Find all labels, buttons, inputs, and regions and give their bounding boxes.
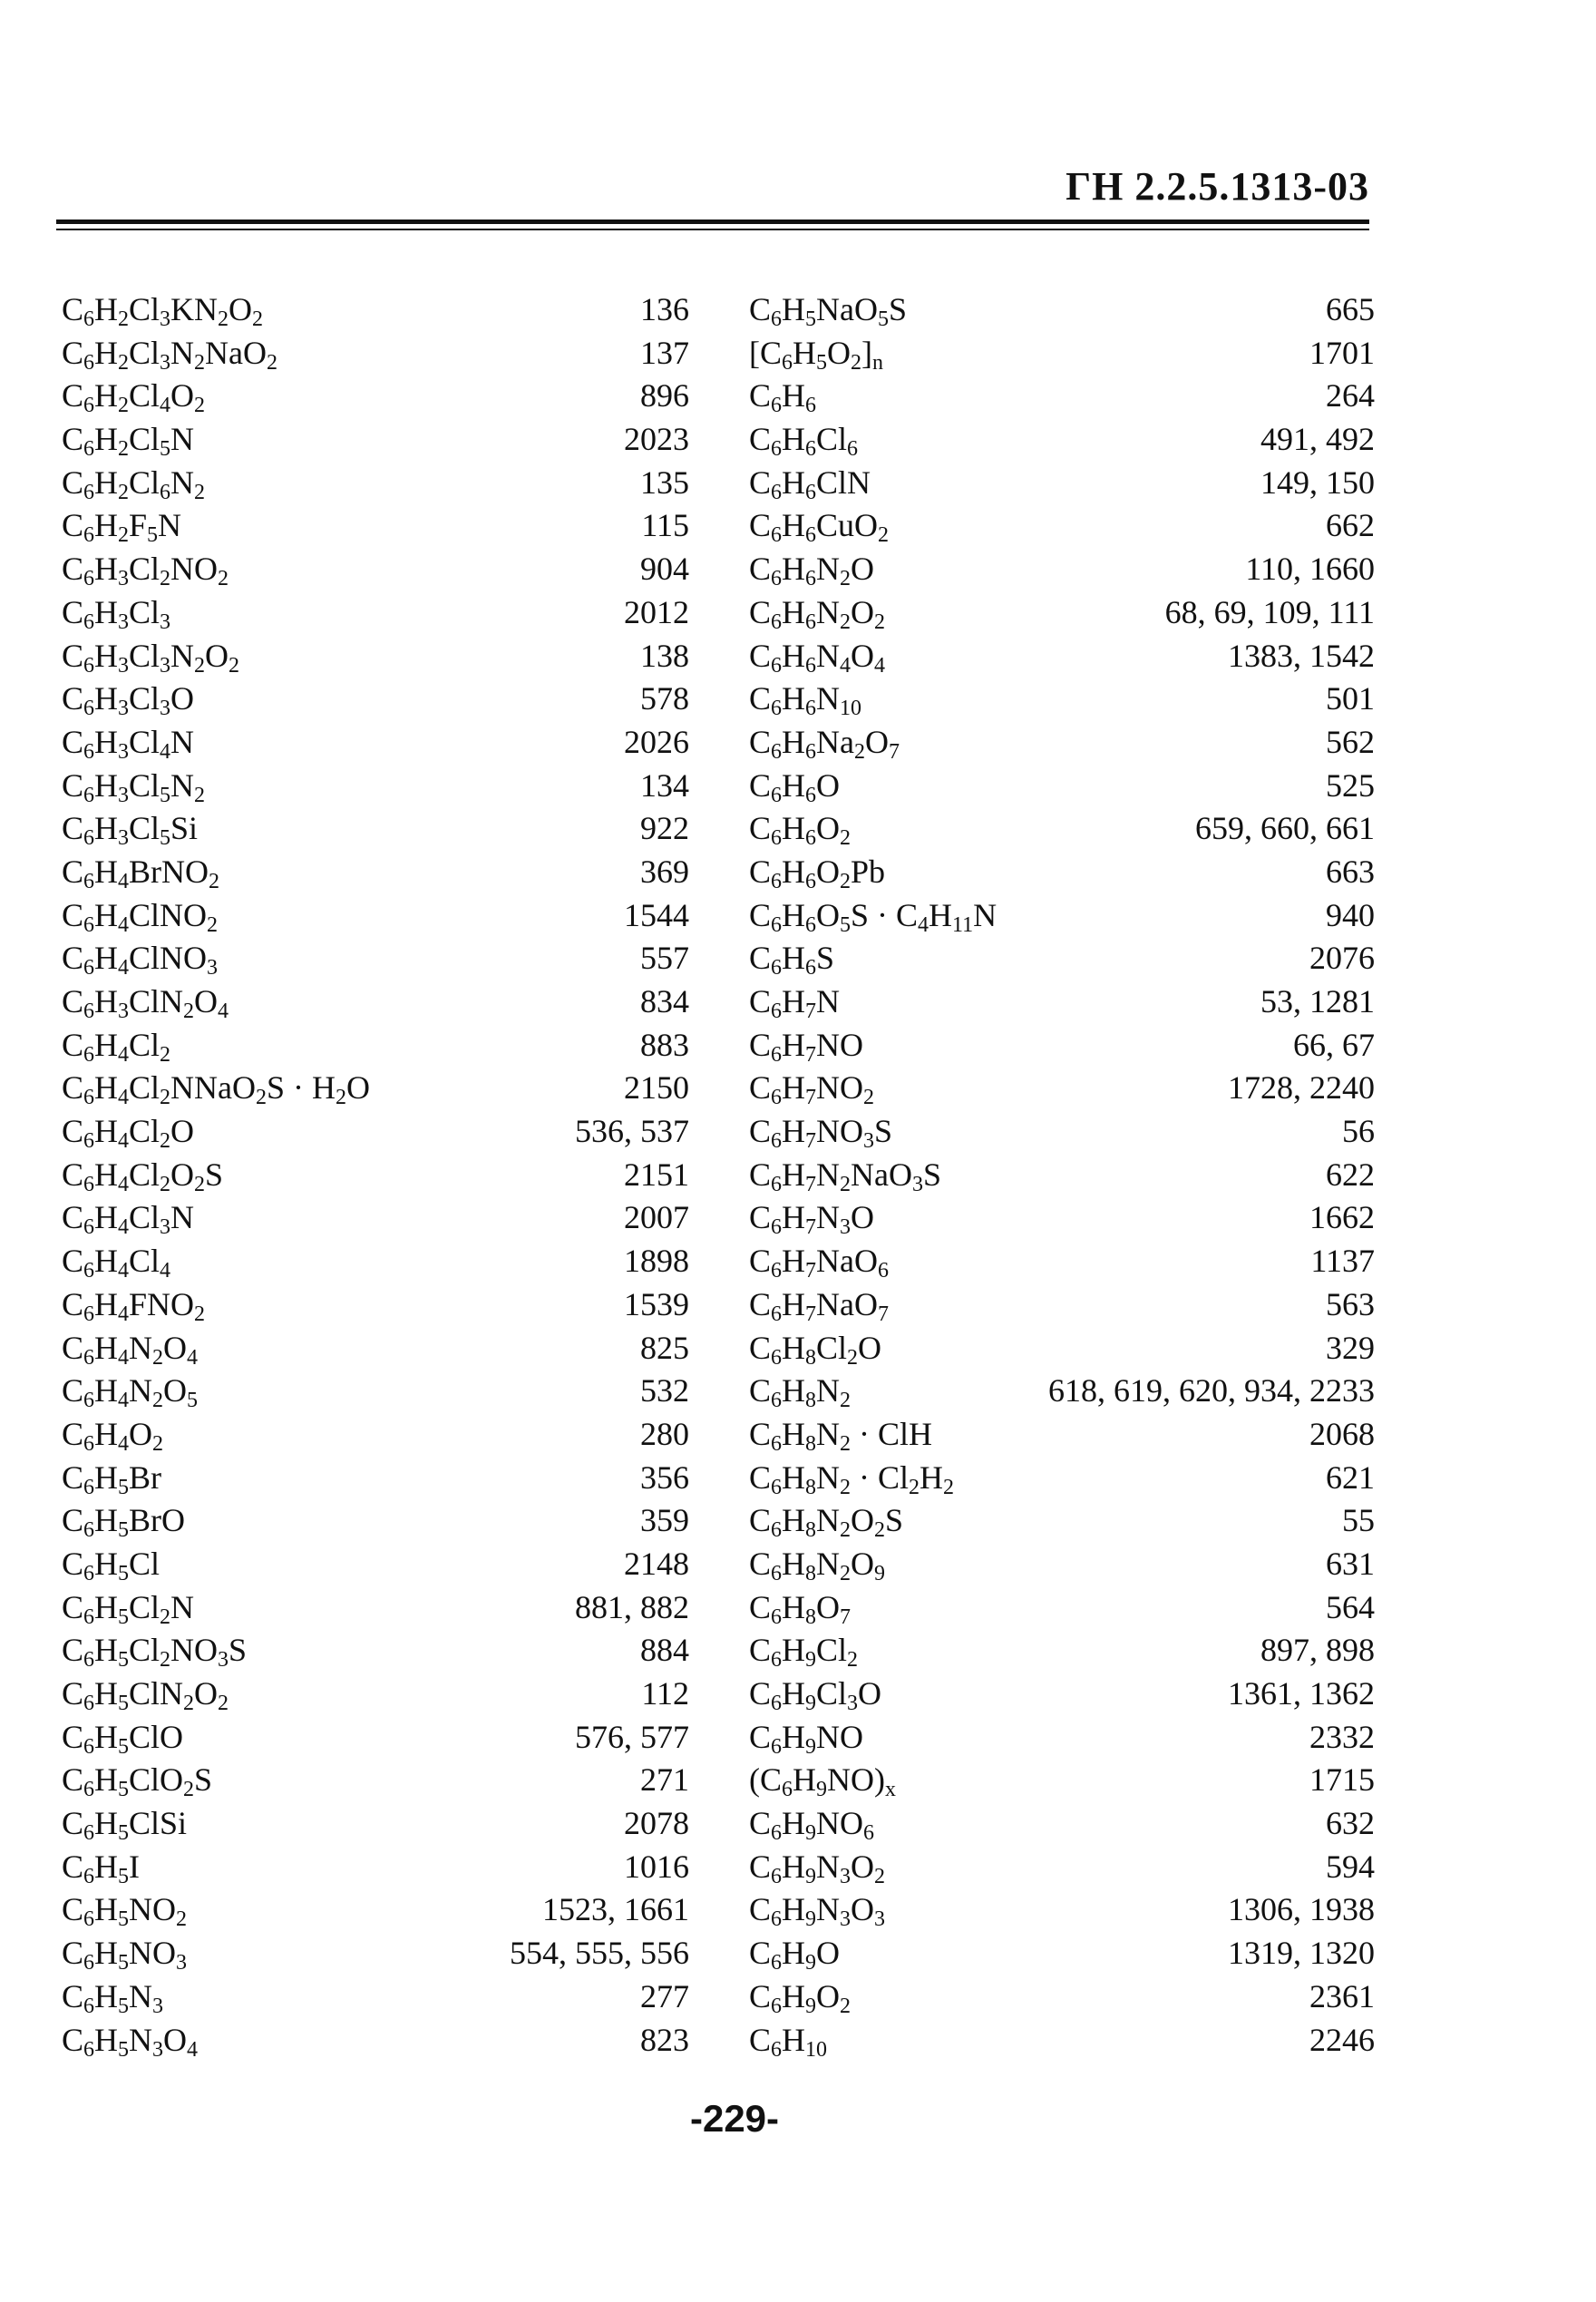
formula: $C_6H_8Cl_2O$ — [749, 1329, 882, 1370]
formula: $C_6H_5ClO$ — [62, 1718, 184, 1759]
reference-numbers: 138 — [640, 637, 689, 674]
index-entry — [62, 1888, 689, 1932]
index-entry — [749, 1457, 1375, 1500]
index-entry — [749, 1759, 1375, 1802]
formula: $C_6H_7NO_3S$ — [749, 1113, 893, 1154]
formula: $C_6H_3Cl_2NO_2$ — [62, 551, 229, 591]
index-entry — [62, 1673, 689, 1716]
index-entry — [749, 1975, 1375, 2019]
reference-numbers: 922 — [640, 810, 689, 847]
index-entry — [749, 1283, 1375, 1327]
reference-numbers: 2078 — [624, 1805, 689, 1842]
formula: $C_6H_6Cl_6$ — [749, 421, 859, 462]
index-entry — [749, 807, 1375, 851]
index-entry — [62, 1846, 689, 1889]
reference-numbers: 55 — [1342, 1502, 1375, 1539]
index-entry — [62, 807, 689, 851]
formula: $C_6H_4Cl_3N$ — [62, 1199, 195, 1240]
formula: $C_6H_8O_7$ — [749, 1588, 852, 1629]
formula: $C_6H_4ClNO_3$ — [62, 940, 219, 980]
formula: $C_6H_7N_3O$ — [749, 1199, 875, 1240]
formula: $C_6H_6S$ — [749, 940, 835, 980]
page-number: -229- — [689, 2097, 780, 2140]
reference-numbers: 881, 882 — [575, 1588, 689, 1625]
index-entry — [749, 980, 1375, 1024]
reference-numbers: 264 — [1326, 377, 1375, 415]
reference-numbers: 1361, 1362 — [1228, 1675, 1375, 1712]
formula: $(C_6H_9NO)_x$ — [749, 1761, 896, 1802]
reference-numbers: 659, 660, 661 — [1195, 810, 1375, 847]
index-entry — [749, 418, 1375, 462]
reference-numbers: 663 — [1326, 853, 1375, 890]
index-entry — [62, 1457, 689, 1500]
formula: $C_6H_9O$ — [749, 1935, 841, 1975]
index-entry — [62, 288, 689, 332]
index-entry — [749, 1716, 1375, 1760]
index-entry — [749, 1932, 1375, 1975]
formula: $C_6H_4Cl_4$ — [62, 1243, 171, 1283]
index-entry — [62, 1629, 689, 1673]
reference-numbers: 2076 — [1309, 940, 1375, 977]
reference-numbers: 618, 619, 620, 934, 2233 — [1048, 1372, 1375, 1409]
formula: $C_6H_{10}$ — [749, 2021, 828, 2062]
index-entry — [62, 1370, 689, 1413]
reference-numbers: 1544 — [624, 896, 689, 933]
formula: $C_6H_5N_3O_4$ — [62, 2021, 199, 2062]
index-entry — [749, 1240, 1375, 1283]
index-entry — [749, 1327, 1375, 1370]
index-entry — [62, 851, 689, 894]
index-entry — [62, 418, 689, 462]
reference-numbers: 896 — [640, 377, 689, 415]
reference-numbers: 884 — [640, 1632, 689, 1669]
formula: $C_6H_9N_3O_3$ — [749, 1891, 886, 1932]
index-entry — [62, 1110, 689, 1154]
reference-numbers: 110, 1660 — [1245, 551, 1375, 588]
formula: $C_6H_6O_2$ — [749, 810, 852, 851]
formula: $C_6H_3Cl_3$ — [62, 593, 171, 634]
index-entry — [62, 2019, 689, 2063]
reference-numbers: 359 — [640, 1502, 689, 1539]
index-entry — [749, 1413, 1375, 1457]
reference-numbers: 563 — [1326, 1285, 1375, 1322]
reference-numbers: 1523, 1661 — [542, 1891, 689, 1928]
reference-numbers: 2246 — [1309, 2021, 1375, 2058]
reference-numbers: 134 — [640, 766, 689, 804]
formula: $C_6H_2Cl_6N_2$ — [62, 463, 206, 504]
index-entry — [62, 1975, 689, 2019]
reference-numbers: 2026 — [624, 723, 689, 760]
reference-numbers: 823 — [640, 2021, 689, 2058]
reference-numbers: 1715 — [1309, 1761, 1375, 1799]
formula: $C_6H_3Cl_4N$ — [62, 723, 195, 764]
formula: $C_6H_9O_2$ — [749, 1977, 852, 2018]
formula: $C_6H_2Cl_4O_2$ — [62, 377, 206, 418]
index-entry — [62, 375, 689, 418]
formula: $C_6H_5NO_3$ — [62, 1935, 188, 1975]
reference-numbers: 557 — [640, 940, 689, 977]
index-entry — [62, 1716, 689, 1760]
index-entry — [62, 1932, 689, 1975]
formula: $C_6H_4O_2$ — [62, 1415, 164, 1456]
formula: $C_6H_2Cl_3KN_2O_2$ — [62, 291, 264, 331]
formula: $C_6H_6N_2O_2$ — [749, 593, 886, 634]
index-entry — [62, 548, 689, 591]
formula: $C_6H_4N_2O_4$ — [62, 1329, 199, 1370]
reference-numbers: 280 — [640, 1415, 689, 1452]
formula: $C_6H_9Cl_3O$ — [749, 1675, 882, 1715]
formula: $C_6H_5Cl_2NO_3S$ — [62, 1632, 248, 1673]
formula: $C_6H_5ClO_2S$ — [62, 1761, 213, 1802]
index-entry — [62, 635, 689, 678]
formula: $C_6H_5Br$ — [62, 1458, 162, 1499]
formula: $C_6H_4Cl_2O_2S$ — [62, 1156, 224, 1196]
formula: $C_6H_8N_2O_9$ — [749, 1545, 886, 1585]
index-entry — [62, 765, 689, 808]
reference-numbers: 356 — [640, 1458, 689, 1496]
formula: $C_6H_6O_2Pb$ — [749, 853, 886, 893]
index-entry — [62, 980, 689, 1024]
index-entry — [749, 591, 1375, 635]
reference-numbers: 621 — [1326, 1458, 1375, 1496]
reference-numbers: 1383, 1542 — [1228, 637, 1375, 674]
reference-numbers: 2012 — [624, 593, 689, 630]
index-column-left — [62, 288, 689, 2062]
reference-numbers: 1137 — [1310, 1243, 1375, 1280]
reference-numbers: 536, 537 — [575, 1113, 689, 1150]
reference-numbers: 562 — [1326, 723, 1375, 760]
formula: $C_6H_4N_2O_5$ — [62, 1372, 199, 1413]
formula: $C_6H_8N_2$ — [749, 1372, 852, 1413]
index-entry — [749, 678, 1375, 721]
index-entry — [749, 1846, 1375, 1889]
formula: $C_6H_7NO_2$ — [749, 1069, 875, 1110]
formula: $C_6H_7NaO_7$ — [749, 1285, 889, 1326]
reference-numbers: 578 — [640, 680, 689, 717]
reference-numbers: 622 — [1326, 1156, 1375, 1193]
formula: $C_6H_7N$ — [749, 983, 841, 1023]
reference-numbers: 53, 1281 — [1260, 983, 1375, 1019]
formula: $C_6H_6N_{10}$ — [749, 680, 862, 721]
reference-numbers: 564 — [1326, 1588, 1375, 1625]
reference-numbers: 1306, 1938 — [1228, 1891, 1375, 1928]
reference-numbers: 632 — [1326, 1805, 1375, 1842]
formula: $C_6H_6N_4O_4$ — [749, 637, 886, 678]
index-entry — [749, 1196, 1375, 1240]
reference-numbers: 883 — [640, 1026, 689, 1063]
header-rule-thin — [56, 229, 1369, 230]
index-entry — [749, 1629, 1375, 1673]
reference-numbers: 1662 — [1309, 1199, 1375, 1236]
formula: $C_6H_5Cl$ — [62, 1545, 161, 1585]
reference-numbers: 940 — [1326, 896, 1375, 933]
index-entry — [749, 1586, 1375, 1630]
index-entry — [62, 1154, 689, 1197]
index-entry — [62, 1543, 689, 1586]
index-entry — [749, 851, 1375, 894]
formula: $C_6H_8N_2O_2S$ — [749, 1502, 904, 1543]
reference-numbers: 897, 898 — [1260, 1632, 1375, 1669]
index-column-right — [749, 288, 1375, 2062]
index-entry — [749, 462, 1375, 505]
formula: $C_6H_2F_5N$ — [62, 507, 182, 548]
formula: $C_6H_8N_2 \cdot Cl_2H_2$ — [749, 1458, 955, 1499]
formula: $C_6H_5BrO$ — [62, 1502, 186, 1543]
index-entry — [749, 765, 1375, 808]
index-entry — [62, 591, 689, 635]
reference-numbers: 2068 — [1309, 1415, 1375, 1452]
reference-numbers: 2361 — [1309, 1977, 1375, 2014]
reference-numbers: 825 — [640, 1329, 689, 1366]
formula: $C_6H_6O$ — [749, 766, 841, 807]
index-entry — [749, 1370, 1375, 1413]
index-entry — [749, 721, 1375, 765]
formula: $C_6H_4Cl_2$ — [62, 1026, 171, 1067]
index-entry — [62, 1499, 689, 1543]
index-entry — [749, 548, 1375, 591]
formula: $C_6H_4ClNO_2$ — [62, 896, 219, 937]
reference-numbers: 135 — [640, 463, 689, 501]
formula: $C_6H_6CuO_2$ — [749, 507, 890, 548]
index-entry — [749, 937, 1375, 980]
reference-numbers: 136 — [640, 291, 689, 327]
index-entry — [749, 635, 1375, 678]
index-entry — [62, 1802, 689, 1846]
index-entry — [62, 1413, 689, 1457]
index-entry — [62, 1283, 689, 1327]
index-entry — [749, 1024, 1375, 1068]
reference-numbers: 662 — [1326, 507, 1375, 544]
formula: $C_6H_4BrNO_2$ — [62, 853, 220, 893]
formula: $C_6H_5ClN_2O_2$ — [62, 1675, 229, 1715]
index-entry — [62, 332, 689, 376]
reference-numbers: 369 — [640, 853, 689, 890]
formula: $C_6H_4FNO_2$ — [62, 1285, 206, 1326]
formula: $C_6H_5NaO_5S$ — [749, 291, 908, 331]
reference-numbers: 56 — [1342, 1113, 1375, 1150]
formula: $C_6H_5NO_2$ — [62, 1891, 188, 1932]
index-entry — [62, 504, 689, 548]
formula: $C_6H_2Cl_5N$ — [62, 421, 195, 462]
reference-numbers: 532 — [640, 1372, 689, 1409]
reference-numbers: 66, 67 — [1293, 1026, 1375, 1063]
formula: $C_6H_3Cl_5Si$ — [62, 810, 199, 851]
index-entry — [749, 1543, 1375, 1586]
header-rule-thick — [56, 219, 1369, 224]
reference-numbers: 665 — [1326, 291, 1375, 327]
index-entry — [62, 894, 689, 938]
formula: $C_6H_6N_2O$ — [749, 551, 875, 591]
reference-numbers: 2151 — [624, 1156, 689, 1193]
reference-numbers: 576, 577 — [575, 1718, 689, 1755]
reference-numbers: 329 — [1326, 1329, 1375, 1366]
reference-numbers: 68, 69, 109, 111 — [1164, 593, 1375, 630]
reference-numbers: 1898 — [624, 1243, 689, 1280]
index-entry — [749, 504, 1375, 548]
index-entry — [749, 2019, 1375, 2063]
reference-numbers: 525 — [1326, 766, 1375, 804]
reference-numbers: 1539 — [624, 1285, 689, 1322]
reference-numbers: 2150 — [624, 1069, 689, 1107]
formula: $C_6H_4Cl_2O$ — [62, 1113, 195, 1154]
reference-numbers: 2007 — [624, 1199, 689, 1236]
reference-numbers: 904 — [640, 551, 689, 588]
reference-numbers: 277 — [640, 1977, 689, 2014]
document-code: ГН 2.2.5.1313-03 — [1066, 164, 1369, 209]
reference-numbers: 1016 — [624, 1848, 689, 1885]
formula: $C_6H_5I$ — [62, 1848, 141, 1888]
index-entry — [62, 1067, 689, 1110]
index-entry — [749, 288, 1375, 332]
formula: $[C_6H_5O_2]_n$ — [749, 334, 883, 375]
index-entry — [749, 1888, 1375, 1932]
index-entry — [62, 1586, 689, 1630]
index-entry — [749, 1499, 1375, 1543]
index-entry — [749, 1154, 1375, 1197]
reference-numbers: 2023 — [624, 421, 689, 458]
formula: $C_6H_5ClSi$ — [62, 1805, 188, 1846]
index-entry — [749, 1067, 1375, 1110]
formula: $C_6H_5Cl_2N$ — [62, 1588, 195, 1629]
reference-numbers: 594 — [1326, 1848, 1375, 1885]
reference-numbers: 554, 555, 556 — [510, 1935, 689, 1972]
index-entry — [62, 1759, 689, 1802]
index-entry — [749, 1673, 1375, 1716]
formula: $C_6H_6O_5S \cdot C_4H_{11}N$ — [749, 896, 998, 937]
index-entry — [62, 678, 689, 721]
index-entry — [749, 1110, 1375, 1154]
reference-numbers: 149, 150 — [1260, 463, 1375, 501]
reference-numbers: 112 — [641, 1675, 689, 1712]
formula: $C_6H_9NO$ — [749, 1718, 864, 1759]
formula: $C_6H_7N_2NaO_3S$ — [749, 1156, 942, 1196]
formula: $C_6H_2Cl_3N_2NaO_2$ — [62, 334, 278, 375]
formula: $C_6H_5N_3$ — [62, 1977, 164, 2018]
formula: $C_6H_3Cl_5N_2$ — [62, 766, 206, 807]
index-entry — [749, 894, 1375, 938]
formula: $C_6H_6ClN$ — [749, 463, 871, 504]
formula: $C_6H_9NO_6$ — [749, 1805, 875, 1846]
reference-numbers: 2332 — [1309, 1718, 1375, 1755]
index-entry — [62, 1024, 689, 1068]
index-entry — [62, 1240, 689, 1283]
reference-numbers: 1701 — [1309, 334, 1375, 371]
reference-numbers: 2148 — [624, 1545, 689, 1582]
formula: $C_6H_8N_2$ · ClH — [749, 1415, 933, 1456]
reference-numbers: 834 — [640, 983, 689, 1019]
formula: $C_6H_9N_3O_2$ — [749, 1848, 886, 1888]
reference-numbers: 271 — [640, 1761, 689, 1799]
formula: $C_6H_6$ — [749, 377, 817, 418]
formula: $C_6H_3ClN_2O_4$ — [62, 983, 229, 1023]
index-entry — [62, 1196, 689, 1240]
reference-numbers: 501 — [1326, 680, 1375, 717]
reference-numbers: 1319, 1320 — [1228, 1935, 1375, 1972]
index-entry — [62, 462, 689, 505]
reference-numbers: 137 — [640, 334, 689, 371]
formula: $C_6H_9Cl_2$ — [749, 1632, 859, 1673]
formula: $C_6H_3Cl_3O$ — [62, 680, 195, 721]
reference-numbers: 115 — [641, 507, 689, 544]
formula: $C_6H_7NaO_6$ — [749, 1243, 889, 1283]
formula: $C_6H_4Cl_2NNaO_2S \cdot H_2O$ — [62, 1069, 371, 1110]
index-entry — [62, 721, 689, 765]
index-entry — [749, 375, 1375, 418]
formula: $C_6H_7NO$ — [749, 1026, 864, 1067]
reference-numbers: 1728, 2240 — [1228, 1069, 1375, 1107]
index-entry — [749, 332, 1375, 376]
formula: $C_6H_3Cl_3N_2O_2$ — [62, 637, 240, 678]
index-entry — [749, 1802, 1375, 1846]
index-entry — [62, 1327, 689, 1370]
formula: $C_6H_6Na_2O_7$ — [749, 723, 900, 764]
reference-numbers: 491, 492 — [1260, 421, 1375, 458]
reference-numbers: 631 — [1326, 1545, 1375, 1582]
index-entry — [62, 937, 689, 980]
